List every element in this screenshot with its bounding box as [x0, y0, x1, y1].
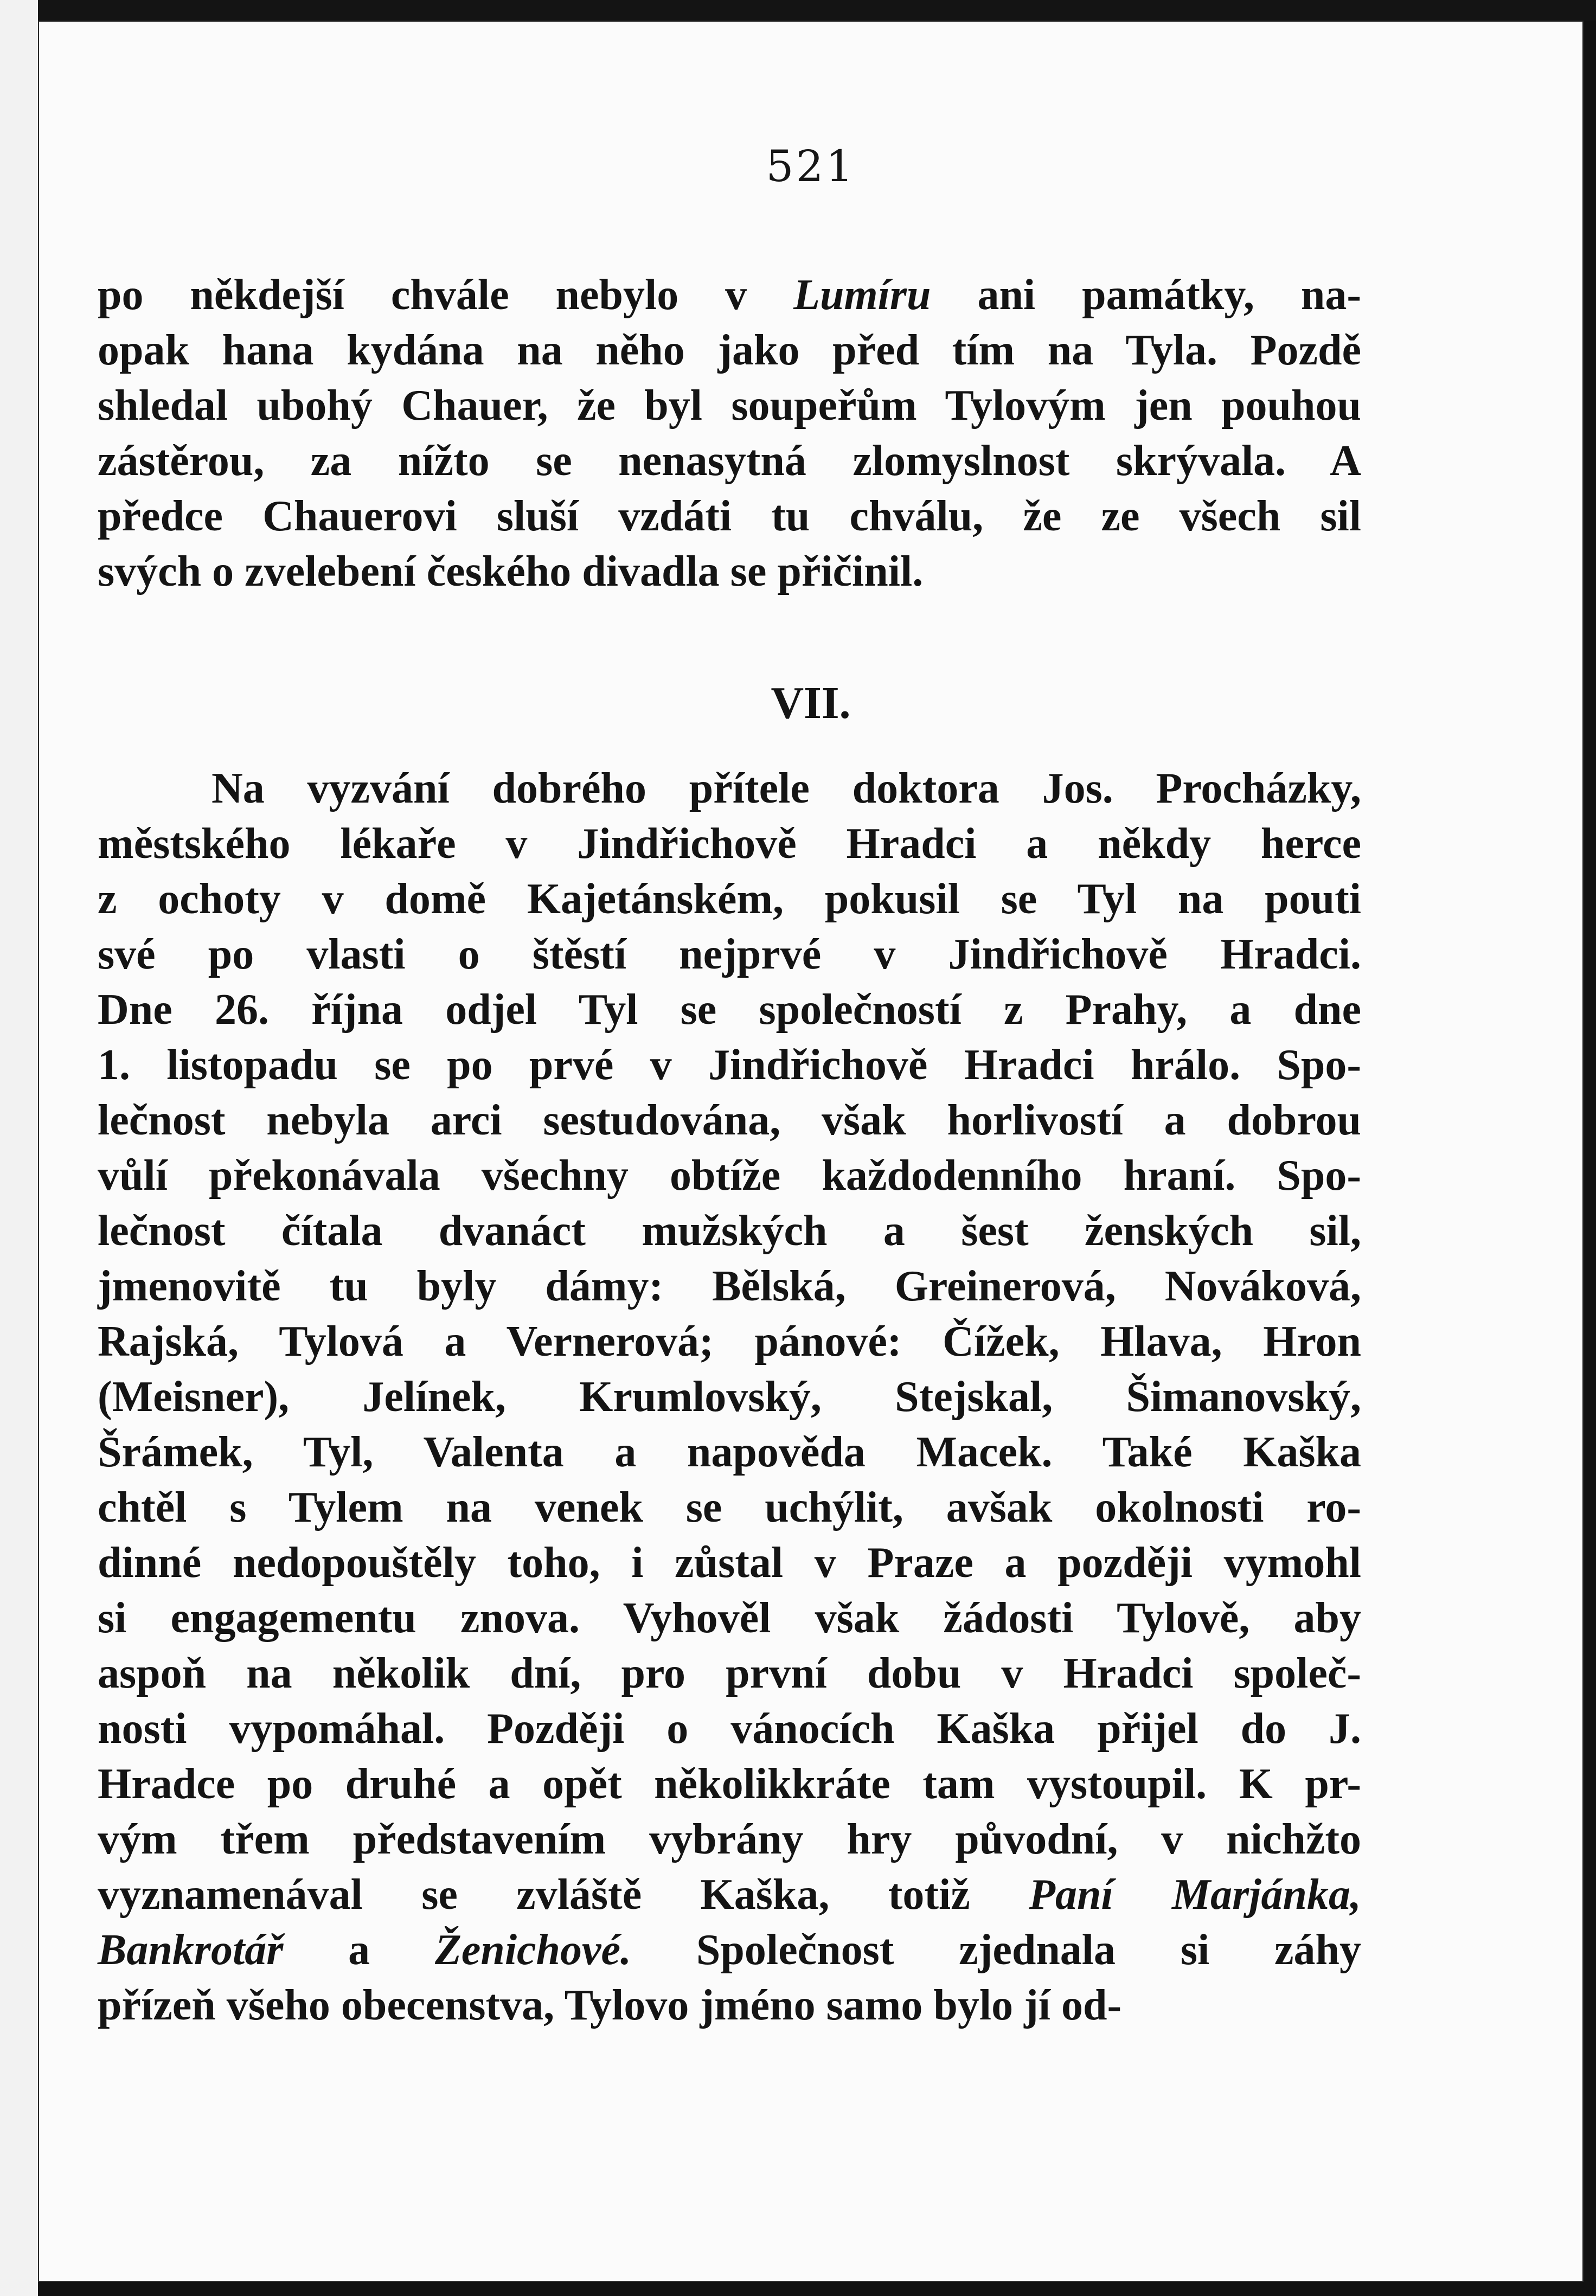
text-run: Šrámek, Tyl, Valenta a napověda Macek. Také Kaška	[98, 1428, 1361, 1476]
text-line	[98, 489, 1361, 544]
text-line	[98, 1867, 1361, 1922]
text-line	[98, 927, 1361, 982]
text-line	[98, 323, 1361, 378]
text-line	[98, 982, 1361, 1037]
text-run: Rajská, Tylová a Vernerová; pánové: Čížek, Hlava, Hron	[98, 1318, 1361, 1365]
text-line	[98, 1369, 1361, 1425]
italic-title: Paní Marjánka,	[1029, 1871, 1362, 1919]
text-line	[98, 1646, 1361, 1701]
text-run: Společnost zjednala si záhy	[631, 1926, 1361, 1974]
page-left-margin	[0, 0, 41, 2296]
text-run: nosti vypomáhal. Později o vánocích Kaška přijel do J.	[98, 1705, 1361, 1753]
book-page	[38, 21, 1584, 2282]
text-run: shledal ubohý Chauer, že byl soupeřům Tylovým jen pouhou	[98, 382, 1361, 429]
text-line	[98, 761, 1361, 816]
text-run: svých o zvelebení českého divadla se přičinil.	[98, 548, 924, 595]
text-run: vyznamenával se zvláště Kaška, totiž	[98, 1871, 1029, 1919]
text-line	[98, 1203, 1361, 1259]
text-line	[98, 267, 1361, 323]
text-line	[98, 1812, 1361, 1867]
text-run: a	[283, 1926, 435, 1974]
text-line	[98, 1756, 1361, 1812]
text-line	[98, 1314, 1361, 1369]
text-line	[98, 1590, 1361, 1646]
text-line	[98, 378, 1361, 433]
text-line	[98, 1093, 1361, 1148]
text-line	[98, 1259, 1361, 1314]
text-run: vůlí překonávala všechny obtíže každodenního hraní. Spo-	[98, 1152, 1361, 1200]
text-run: opak hana kydána na něho jako před tím na Tyla. Pozdě	[98, 326, 1361, 374]
page-number: 521	[766, 141, 856, 191]
text-run: Hradce po druhé a opět několikkráte tam vystoupil. K pr-	[98, 1760, 1361, 1808]
text-run: městského lékaře v Jindřichově Hradci a někdy herce	[98, 820, 1361, 868]
section-heading: VII.	[771, 678, 851, 728]
text-run: přízeň všeho obecenstva, Tylovo jméno samo bylo jí od-	[98, 1981, 1122, 2029]
text-run: si engagementu znova. Vyhověl však žádosti Tylově, aby	[98, 1594, 1361, 1642]
text-run: chtěl s Tylem na venek se uchýlit, avšak okolnosti ro-	[98, 1484, 1361, 1531]
text-line	[98, 1535, 1361, 1590]
text-run: lečnost čítala dvanáct mužských a šest ženských sil,	[98, 1207, 1361, 1255]
text-line	[98, 1922, 1361, 1978]
text-run: dinné nedopouštěly toho, i zůstal v Praze a později vymohl	[98, 1539, 1361, 1587]
text-run: Na vyzvání dobrého přítele doktora Jos. Procházky,	[211, 765, 1361, 812]
text-line	[98, 1978, 1361, 2033]
text-line	[98, 433, 1361, 489]
italic-title: Ženichové.	[434, 1926, 632, 1974]
text-run: zástěrou, za nížto se nenasytná zlomyslnost skrývala. A	[98, 437, 1361, 485]
text-line	[98, 816, 1361, 871]
text-run: aspoň na několik dní, pro první dobu v Hradci společ-	[98, 1650, 1361, 1697]
text-run: 1. listopadu se po prvé v Jindřichově Hradci hrálo. Spo-	[98, 1041, 1361, 1089]
scan-top-border	[38, 0, 1596, 21]
italic-title: Bankrotář	[98, 1926, 284, 1974]
paragraph-section-vii	[98, 761, 1361, 2033]
paragraph-continued	[98, 267, 1361, 599]
text-line	[98, 1480, 1361, 1535]
text-line	[98, 1425, 1361, 1480]
text-run: ani památky, na-	[931, 271, 1362, 319]
text-run: vým třem představením vybrány hry původní, v nichžto	[98, 1816, 1361, 1863]
text-run: po někdejší chvále nebylo v	[98, 271, 794, 319]
text-run: (Meisner), Jelínek, Krumlovský, Stejskal, Šimanovský,	[98, 1373, 1361, 1421]
text-run: své po vlasti o štěstí nejprvé v Jindřichově Hradci.	[98, 931, 1361, 978]
text-run: z ochoty v domě Kajetánském, pokusil se Tyl na pouti	[98, 875, 1361, 923]
text-line	[98, 1148, 1361, 1203]
text-run: jmenovitě tu byly dámy: Bělská, Greinerová, Nováková,	[98, 1262, 1361, 1310]
text-line	[98, 871, 1361, 927]
text-run: Dne 26. října odjel Tyl se společností z Prahy, a dne	[98, 986, 1361, 1034]
text-run: lečnost nebyla arci sestudována, však horlivostí a dobrou	[98, 1096, 1361, 1144]
text-line	[98, 544, 1361, 599]
text-line	[98, 1037, 1361, 1093]
text-run: předce Chauerovi sluší vzdáti tu chválu, že ze všech sil	[98, 492, 1361, 540]
text-line	[98, 1701, 1361, 1756]
italic-title: Lumíru	[793, 271, 931, 319]
